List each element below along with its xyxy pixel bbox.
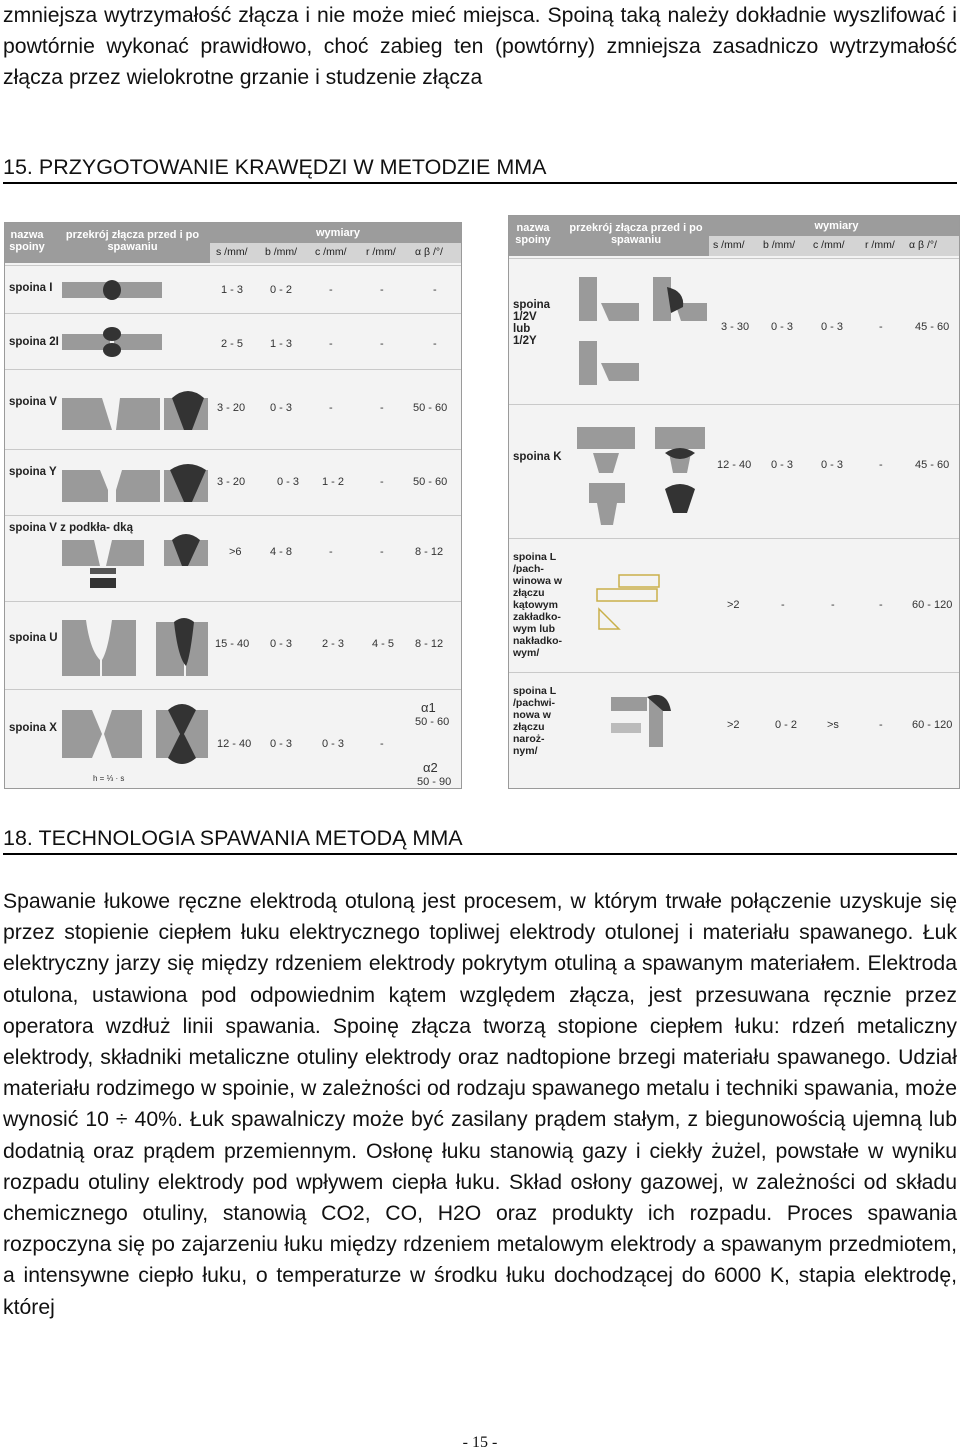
edge-prep-table-right bbox=[508, 215, 960, 789]
x-formula: h = ⅓ · s bbox=[93, 774, 125, 783]
value-b: 1 - 3 bbox=[270, 338, 293, 350]
header-r: r /mm/ bbox=[865, 239, 895, 251]
table-row bbox=[5, 313, 461, 370]
row-name: spoina I bbox=[9, 282, 53, 294]
value-b: 4 - 8 bbox=[270, 546, 293, 558]
value-ab: 60 - 120 bbox=[912, 599, 953, 611]
weld-sketch-2I bbox=[60, 320, 180, 364]
row-name: spoina L /pachwi- nowa w złączu naroż- nym/ bbox=[513, 685, 556, 757]
row-name: spoina 2I bbox=[9, 336, 59, 348]
value-s: 2 - 5 bbox=[221, 338, 244, 350]
weld-sketch-fillet-lap bbox=[589, 559, 709, 659]
value-c: 1 - 2 bbox=[322, 476, 345, 488]
header-section: przekrój złącza przed i po spawaniu bbox=[65, 229, 200, 253]
value-s: 12 - 40 bbox=[217, 738, 252, 750]
value-c: - bbox=[329, 284, 333, 296]
value-b: 0 - 3 bbox=[771, 321, 794, 333]
header-name: nazwa spoiny bbox=[515, 222, 551, 246]
value-r: - bbox=[879, 719, 883, 731]
table-row bbox=[5, 515, 461, 602]
value-b: 0 - 2 bbox=[270, 284, 293, 296]
weld-sketch-half-V bbox=[569, 267, 709, 397]
value-s: 12 - 40 bbox=[717, 459, 752, 471]
value-ab: 45 - 60 bbox=[915, 459, 950, 471]
header-s: s /mm/ bbox=[216, 246, 248, 258]
row-name: spoina U bbox=[9, 632, 58, 644]
weld-sketch-U bbox=[60, 610, 210, 686]
value-ab: 60 - 120 bbox=[912, 719, 953, 731]
value-r: - bbox=[380, 338, 384, 350]
value-ab: - bbox=[433, 284, 437, 296]
value-r: - bbox=[380, 546, 384, 558]
value-b: 0 - 3 bbox=[270, 738, 293, 750]
edge-prep-table-left bbox=[4, 222, 462, 789]
value-c: - bbox=[329, 402, 333, 414]
table-subheader bbox=[709, 236, 959, 256]
row-name: spoina K bbox=[513, 451, 562, 463]
table-subheader bbox=[210, 243, 461, 263]
weld-sketch-V bbox=[60, 378, 210, 442]
value-ab: 50 - 60 bbox=[413, 402, 448, 414]
body-paragraph: Spawanie łukowe ręczne elektrodą otuloną jest procesem, w którym trwałe połączenie uzyskuje się przez stopienie ciepłem łuku elektrycznego topliwej elektrody otulonej i materiału spawanego. Łuk elektryczny jarzy się między rdzeniem elektrody pokrytym otuliną a spawanym materiałem. Elektroda otulona, ustawiona pod odpowiednim kątem względem złącza, jest przesuwana ręcznie przez operatora wzdłuż linii spawania. Spoinę złącza tworzą stopione ciepłem łuku: rdzeń metaliczny elektrody, składniki metaliczne otuliny elektrody oraz nadtopione brzegi materiału spawanego. Udział materiału rodzimego w spoinie, w zależności od rodzaju spawanego metalu i techniki spawania, może wynosić 10 ÷ 40%. Łuk spawalniczy może być zasilany prądem stałym, z biegunowością ujemną lub dodatnią oraz prądem przemiennym. Osłonę łuku stanowią gazy i ciekły żużel, powstałe w wyniku rozpadu otuliny elektrody pod wpływem ciepła łuku. Skład osłony gazowej, w zależności od składu chemicznego otuliny, stanowią CO2, CO, H2O oraz produkty ich rozpadu. Proces spawania rozpoczyna się po zajarzeniu łuku między rdzeniem metalowym elektrody a spawanym przedmiotem, a intensywne ciepło łuku, o temperaturze w środku łuku dochodzącej do 6000 K, stapia elektrodę, której bbox=[3, 890, 957, 1319]
row-name: spoina Y bbox=[9, 466, 57, 478]
value-c: 0 - 3 bbox=[821, 321, 844, 333]
table-row bbox=[5, 369, 461, 450]
value-s: >6 bbox=[229, 546, 242, 558]
value-b: 0 - 3 bbox=[277, 476, 300, 488]
value-c: >s bbox=[827, 719, 839, 731]
page-number: - 15 - bbox=[462, 1434, 498, 1451]
weld-sketch-fillet-corner bbox=[589, 683, 709, 783]
value-ab: - bbox=[433, 338, 437, 350]
header-s: s /mm/ bbox=[713, 239, 745, 251]
value-r: - bbox=[879, 321, 883, 333]
header-b: b /mm/ bbox=[763, 239, 796, 251]
intro-paragraph: zmniejsza wytrzymałość złącza i nie może mieć miejsca. Spoiną taką należy dokładnie wyszlifować i powtórnie wykonać prawidłowo, choć zabieg ten (powtórny) zmniejsza zasadniczo wytrzymałość złącza przez wielokrotne grzanie i studzenie złącza bbox=[3, 4, 957, 90]
header-b: b /mm/ bbox=[265, 246, 298, 258]
weld-sketch-K bbox=[569, 413, 709, 531]
header-name: nazwa spoiny bbox=[9, 229, 45, 253]
value-ab: 50 - 60 bbox=[413, 476, 448, 488]
table-row bbox=[509, 672, 959, 789]
alpha1-label: α1 bbox=[421, 700, 436, 715]
value-s: 1 - 3 bbox=[221, 284, 244, 296]
header-section: przekrój złącza przed i po spawaniu bbox=[569, 222, 703, 246]
row-name: spoina X bbox=[9, 722, 57, 734]
value-b: 0 - 2 bbox=[775, 719, 798, 731]
row-name: spoina V z podkła- dką bbox=[9, 522, 133, 534]
header-c: c /mm/ bbox=[315, 246, 347, 258]
value-b: 0 - 3 bbox=[270, 638, 293, 650]
weld-sketch-I bbox=[60, 272, 180, 308]
value-c: 0 - 3 bbox=[821, 459, 844, 471]
value-s: >2 bbox=[727, 719, 740, 731]
value-r: - bbox=[879, 599, 883, 611]
value-ab: 8 - 12 bbox=[415, 638, 444, 650]
value-r: - bbox=[380, 402, 384, 414]
table-row bbox=[5, 689, 461, 789]
value-b: - bbox=[781, 599, 785, 611]
row-name: spoina 1/2V lub 1/2Y bbox=[513, 299, 551, 347]
header-c: c /mm/ bbox=[813, 239, 845, 251]
table-row bbox=[5, 449, 461, 516]
value-r: - bbox=[879, 459, 883, 471]
value-c: 0 - 3 bbox=[322, 738, 345, 750]
section-15-heading: 15. PRZYGOTOWANIE KRAWĘDZI W METODZIE MMA bbox=[3, 155, 957, 184]
row-name: spoina L /pach- winowa w złączu kątowym zakładko- wym lub nakładko- wym/ bbox=[513, 551, 563, 659]
value-s: 15 - 40 bbox=[215, 638, 250, 650]
weld-sketch-Y bbox=[60, 456, 210, 510]
header-r: r /mm/ bbox=[366, 246, 396, 258]
value-s: 3 - 30 bbox=[721, 321, 750, 333]
value-s: 3 - 20 bbox=[217, 402, 246, 414]
alpha2-label: α2 bbox=[423, 760, 438, 775]
table-row bbox=[509, 538, 959, 673]
header-ab: α β /°/ bbox=[909, 239, 937, 251]
header-ab: α β /°/ bbox=[415, 246, 443, 258]
value-r: - bbox=[380, 476, 384, 488]
value-ab: 50 - 60 bbox=[415, 716, 450, 728]
header-dims: wymiary bbox=[315, 227, 361, 239]
value-s: >2 bbox=[727, 599, 740, 611]
value-c: - bbox=[329, 546, 333, 558]
section-18-heading: 18. TECHNOLOGIA SPAWANIA METODĄ MMA bbox=[3, 826, 957, 855]
value-c: - bbox=[831, 599, 835, 611]
value-s: 3 - 20 bbox=[217, 476, 246, 488]
value-ab: 8 - 12 bbox=[415, 546, 444, 558]
value-ab: 45 - 60 bbox=[915, 321, 950, 333]
weld-sketch-X bbox=[60, 696, 210, 774]
value-ab2: 50 - 90 bbox=[417, 776, 452, 788]
value-b: 0 - 3 bbox=[270, 402, 293, 414]
value-r: - bbox=[380, 738, 384, 750]
table-row bbox=[5, 265, 461, 314]
value-c: 2 - 3 bbox=[322, 638, 345, 650]
table-row bbox=[5, 601, 461, 690]
value-b: 0 - 3 bbox=[771, 459, 794, 471]
value-r: 4 - 5 bbox=[372, 638, 395, 650]
row-name: spoina V bbox=[9, 396, 57, 408]
header-dims: wymiary bbox=[814, 220, 859, 232]
value-c: - bbox=[329, 338, 333, 350]
value-r: - bbox=[380, 284, 384, 296]
table-row bbox=[509, 404, 959, 539]
table-row bbox=[509, 258, 959, 405]
weld-sketch-V-backing bbox=[60, 522, 210, 598]
